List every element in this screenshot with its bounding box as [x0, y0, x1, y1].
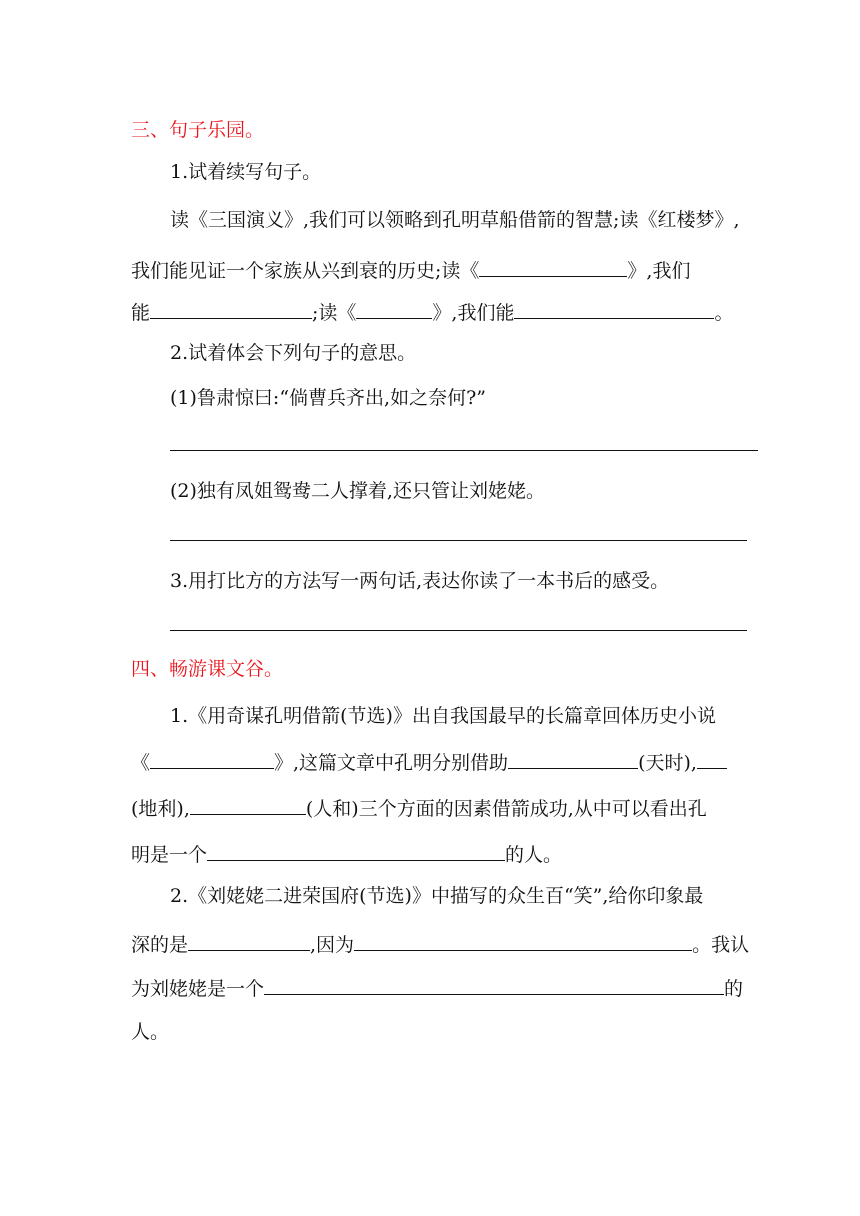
question-2-item-1: (1)鲁肃惊曰:“倘曹兵齐出,如之奈何?”	[170, 387, 486, 409]
answer-blank-book-title-2[interactable]	[356, 296, 432, 319]
answer-blank-renhe[interactable]	[190, 792, 306, 815]
section-4-q2-line-2	[131, 928, 749, 959]
section-3-heading: 三、句子乐园。	[131, 119, 265, 141]
answer-line-question-3[interactable]	[170, 630, 747, 631]
section-4-q2-line-4: 人。	[131, 1021, 170, 1043]
section-4-q2-line-3	[131, 972, 743, 1003]
text-segment: 的人。	[505, 844, 563, 866]
text-segment: 明是一个	[131, 844, 208, 866]
answer-line-item-2[interactable]	[170, 540, 747, 541]
text-segment: 能	[131, 302, 151, 324]
text-segment: 。我认	[692, 934, 750, 956]
question-1-sentence-line-3	[131, 296, 733, 327]
text-segment: 》,我们	[627, 260, 691, 282]
section-4-heading: 四、畅游课文谷。	[131, 658, 284, 680]
text-segment: (人和)三个方面的因素借箭成功,从中可以看出孔	[305, 798, 707, 820]
answer-line-item-1[interactable]	[170, 450, 758, 451]
answer-blank-insight-1[interactable]	[150, 296, 312, 319]
answer-blank-book-title[interactable]	[479, 254, 627, 277]
answer-blank-liulaolao-trait[interactable]	[264, 972, 724, 995]
text-segment: 深的是	[131, 934, 189, 956]
question-1-title: 1.试着续写句子。	[170, 161, 322, 183]
answer-blank-insight-2[interactable]	[514, 296, 714, 319]
question-1-sentence-line-2	[131, 254, 690, 285]
section-4-q1-line-2	[131, 746, 727, 777]
text-segment: 。	[714, 302, 734, 324]
text-segment: (地利),	[131, 798, 190, 820]
text-segment: 》,我们能	[432, 302, 515, 324]
answer-blank-reason[interactable]	[354, 928, 692, 951]
section-4-q1-line-4	[131, 838, 562, 869]
answer-blank-impression[interactable]	[188, 928, 310, 951]
text-segment: 《	[131, 752, 151, 774]
text-segment: 我们能见证一个家族从兴到衰的历史;读《	[131, 260, 480, 282]
answer-blank-novel-title[interactable]	[150, 746, 274, 769]
text-segment: 的	[724, 978, 744, 1000]
section-4-q1-line-3	[131, 792, 707, 823]
text-segment: ;读《	[312, 302, 357, 324]
text-segment: ,因为	[310, 934, 355, 956]
text-segment: 为刘姥姥是一个	[131, 978, 265, 1000]
text-segment: (天时),	[638, 752, 697, 774]
answer-blank-kongming-trait[interactable]	[207, 838, 505, 861]
question-2-title: 2.试着体会下列句子的意思。	[170, 342, 417, 364]
answer-blank-tianshi[interactable]	[508, 746, 638, 769]
question-3-title: 3.用打比方的方法写一两句话,表达你读了一本书后的感受。	[170, 570, 670, 592]
section-4-q1-line-1: 1.《用奇谋孔明借箭(节选)》出自我国最早的长篇章回体历史小说	[170, 705, 716, 727]
question-2-item-2: (2)独有凤姐鸳鸯二人撑着,还只管让刘姥姥。	[170, 480, 545, 502]
section-4-q2-line-1: 2.《刘姥姥二进荣国府(节选)》中描写的众生百“笑”,给你印象最	[170, 885, 704, 907]
question-1-sentence-line-1: 读《三国演义》,我们可以领略到孔明草船借箭的智慧;读《红楼梦》,	[170, 209, 740, 231]
answer-blank-dili[interactable]	[697, 746, 727, 769]
text-segment: 》,这篇文章中孔明分别借助	[274, 752, 509, 774]
